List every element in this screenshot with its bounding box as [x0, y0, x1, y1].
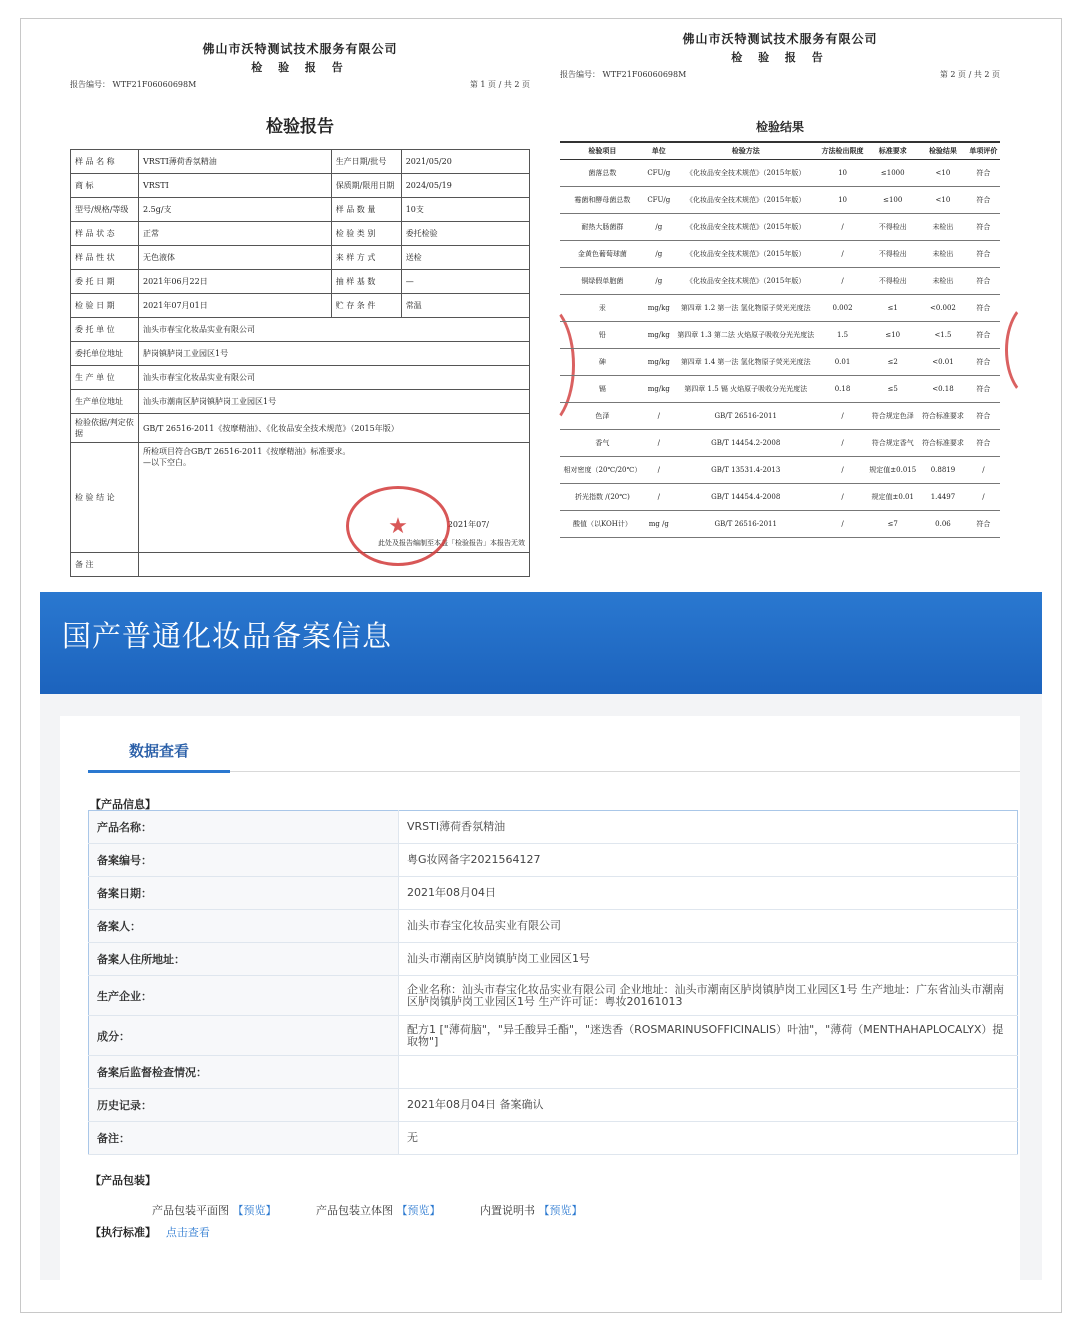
- field-label: 委 托 日 期: [71, 270, 139, 294]
- results-cell: mg /g: [645, 511, 673, 538]
- results-cell: <0.01: [919, 349, 967, 376]
- field-value: VRSTI薄荷香氛精油: [139, 150, 332, 174]
- results-cell: 符合: [967, 349, 1000, 376]
- results-row: [560, 511, 1000, 538]
- results-cell: ≤1000: [866, 160, 919, 187]
- results-row: [560, 484, 1000, 511]
- results-cell: 《化妆品安全技术规范》（2015年版）: [673, 214, 819, 241]
- report-row: [71, 414, 530, 443]
- results-cell: /g: [645, 214, 673, 241]
- results-cell: 符合: [967, 160, 1000, 187]
- report2-subtitle: 检 验 报 告: [731, 51, 829, 64]
- results-cell: 符合: [967, 430, 1000, 457]
- conclusion-label: 检 验 结 论: [71, 443, 139, 553]
- field-label: 保质期/限用日期: [331, 174, 401, 198]
- field-value: 委托检验: [401, 222, 529, 246]
- field-label: 来 样 方 式: [331, 246, 401, 270]
- results-row: [560, 187, 1000, 214]
- results-cell: mg/kg: [645, 376, 673, 403]
- results-cell: 不得检出: [866, 241, 919, 268]
- standard-label: [90, 1224, 210, 1240]
- filing-card: [60, 716, 1020, 1280]
- info-row: [89, 877, 1018, 910]
- info-row: [89, 1089, 1018, 1122]
- results-table: [560, 141, 1000, 538]
- field-value: 2.5g/支: [139, 198, 332, 222]
- report-footnote: 此处及报告编制至本盖「检验报告」本报告无效: [378, 539, 525, 547]
- packaging-item-name: 产品包装平面图: [152, 1204, 229, 1217]
- results-header: 单项评价: [967, 142, 1000, 160]
- field-label: 样 品 状 态: [71, 222, 139, 246]
- report2-number: 报告编号： WTF21F06060698M: [560, 70, 687, 79]
- results-header: 方法检出限度: [819, 142, 867, 160]
- results-cell: 《化妆品安全技术规范》（2015年版）: [673, 241, 819, 268]
- info-value: 粤G妆网备字2021564127: [399, 844, 1018, 877]
- results-cell: 《化妆品安全技术规范》（2015年版）: [673, 268, 819, 295]
- results-cell: 符合: [967, 268, 1000, 295]
- results-cell: 符合: [967, 403, 1000, 430]
- results-row: [560, 214, 1000, 241]
- report-row: [71, 294, 530, 318]
- results-cell: GB/T 14454.2-2008: [673, 430, 819, 457]
- results-row: [560, 376, 1000, 403]
- report-row: [71, 174, 530, 198]
- banner-title: 国产普通化妆品备案信息: [62, 619, 393, 653]
- results-cell: <0.002: [919, 295, 967, 322]
- results-cell: GB/T 14454.4-2008: [673, 484, 819, 511]
- remarks-value: [139, 553, 530, 577]
- results-cell: 第四章 1.5 镉 火焰原子吸收分光光度法: [673, 376, 819, 403]
- report-page-2: [560, 30, 1000, 580]
- results-cell: 酸值（以KOH计）: [560, 511, 645, 538]
- info-label: 备注：: [89, 1122, 399, 1155]
- results-cell: ≤7: [866, 511, 919, 538]
- results-cell: 符合规定香气: [866, 430, 919, 457]
- preview-link[interactable]: 【预览】: [232, 1204, 277, 1217]
- filing-banner: [40, 592, 1042, 694]
- results-cell: 规定值±0.01: [866, 484, 919, 511]
- results-cell: 符合标准要求: [919, 403, 967, 430]
- field-value: 10支: [401, 198, 529, 222]
- results-cell: /: [819, 214, 867, 241]
- results-cell: 铜绿假单胞菌: [560, 268, 645, 295]
- field-value: 2021年07月01日: [139, 294, 332, 318]
- field-value: GB/T 26516-2011《按摩精油》、《化妆品安全技术规范》（2015年版）: [139, 414, 530, 443]
- results-cell: 色泽: [560, 403, 645, 430]
- info-value: 2021年08月04日 备案确认: [399, 1089, 1018, 1122]
- results-cell: 砷: [560, 349, 645, 376]
- report2-page-number: 第 2 页 / 共 2 页: [939, 70, 1000, 79]
- info-value: 汕头市潮南区胪岗镇胪岗工业园区1号: [399, 943, 1018, 976]
- standard-view-link[interactable]: 点击查看: [165, 1226, 210, 1239]
- field-label: 委托单位地址: [71, 342, 139, 366]
- info-value: 配方1 ["薄荷脑"，"异壬酸异壬酯"，"迷迭香（ROSMARINUSOFFICINALIS）叶油"，"薄荷（MENTHAHAPLOCALYX）提取物"]: [399, 1016, 1018, 1056]
- info-label: 历史记录：: [89, 1089, 399, 1122]
- info-value: 2021年08月04日: [399, 877, 1018, 910]
- field-label: 型号/规格/等级: [71, 198, 139, 222]
- results-cell: 符合: [967, 241, 1000, 268]
- results-cell: /g: [645, 268, 673, 295]
- results-cell: ≤5: [866, 376, 919, 403]
- tab-bar: [88, 736, 1020, 772]
- results-cell: <10: [919, 160, 967, 187]
- results-row: [560, 457, 1000, 484]
- conclusion-text: 所检项目符合GB/T 26516-2011《按摩精油》标准要求。: [143, 447, 351, 456]
- results-cell: 符合规定色泽: [866, 403, 919, 430]
- results-cell: CFU/g: [645, 160, 673, 187]
- results-cell: 铅: [560, 322, 645, 349]
- results-cell: GB/T 26516-2011: [673, 511, 819, 538]
- results-row: [560, 241, 1000, 268]
- results-cell: 未检出: [919, 268, 967, 295]
- info-value: VRSTI薄荷香氛精油: [399, 811, 1018, 844]
- report-row: [71, 366, 530, 390]
- results-cell: 折光指数 /(20℃): [560, 484, 645, 511]
- packaging-item-name: 内置说明书: [480, 1204, 535, 1217]
- field-value: 汕头市潮南区胪岗镇胪岗工业园区1号: [139, 390, 530, 414]
- results-cell: 规定值±0.015: [866, 457, 919, 484]
- info-label: 备案后监督检查情况：: [89, 1056, 399, 1089]
- field-value: 2021年06月22日: [139, 270, 332, 294]
- field-value: 无色液体: [139, 246, 332, 270]
- field-value: 汕头市春宝化妆品实业有限公司: [139, 318, 530, 342]
- results-cell: 不得检出: [866, 268, 919, 295]
- results-cell: mg/kg: [645, 322, 673, 349]
- results-cell: 耐热大肠菌群: [560, 214, 645, 241]
- results-row: [560, 322, 1000, 349]
- info-row: [89, 1056, 1018, 1089]
- results-cell: 汞: [560, 295, 645, 322]
- info-row: [89, 1122, 1018, 1155]
- field-value: 胪岗镇胪岗工业园区1号: [139, 342, 530, 366]
- results-cell: ≤10: [866, 322, 919, 349]
- results-cell: 符合: [967, 511, 1000, 538]
- results-cell: /: [819, 241, 867, 268]
- results-cell: 未检出: [919, 214, 967, 241]
- packaging-item-name: 产品包装立体图: [316, 1204, 393, 1217]
- results-cell: GB/T 13531.4-2013: [673, 457, 819, 484]
- packaging-item-manual: [480, 1202, 583, 1218]
- field-value: 汕头市春宝化妆品实业有限公司: [139, 366, 530, 390]
- results-cell: <0.18: [919, 376, 967, 403]
- info-label: 备案人住所地址：: [89, 943, 399, 976]
- remarks-row: [71, 553, 530, 577]
- results-header: 检验项目: [560, 142, 645, 160]
- results-cell: 第四章 1.4 第一法 氢化物原子荧光光度法: [673, 349, 819, 376]
- info-value: 无: [399, 1122, 1018, 1155]
- packaging-label: 【产品包装】: [90, 1174, 156, 1187]
- results-cell: 10: [819, 160, 867, 187]
- results-cell: 镉: [560, 376, 645, 403]
- packaging-item-3d: [316, 1202, 441, 1218]
- results-cell: 1.5: [819, 322, 867, 349]
- tab-data-view[interactable]: 数据查看: [88, 736, 230, 773]
- results-cell: 符合: [967, 322, 1000, 349]
- sign-date: 2021年07/: [447, 520, 489, 529]
- results-cell: 0.06: [919, 511, 967, 538]
- field-value: 送检: [401, 246, 529, 270]
- red-seal-icon: ★: [346, 486, 450, 566]
- results-cell: /: [819, 511, 867, 538]
- field-label: 商 标: [71, 174, 139, 198]
- info-row: [89, 943, 1018, 976]
- results-cell: /: [819, 268, 867, 295]
- filing-panel: [40, 694, 1042, 1280]
- results-cell: /g: [645, 241, 673, 268]
- preview-link[interactable]: 【预览】: [396, 1204, 441, 1217]
- results-cell: /: [819, 484, 867, 511]
- results-cell: /: [645, 457, 673, 484]
- results-cell: /: [819, 403, 867, 430]
- report-row: [71, 246, 530, 270]
- preview-link[interactable]: 【预览】: [538, 1204, 583, 1217]
- report-row: [71, 318, 530, 342]
- results-cell: 菌落总数: [560, 160, 645, 187]
- field-label: 检验依据/判定依据: [71, 414, 139, 443]
- results-row: [560, 430, 1000, 457]
- info-row: [89, 1016, 1018, 1056]
- results-cell: 0.01: [819, 349, 867, 376]
- field-label: 检 验 类 别: [331, 222, 401, 246]
- field-value: —: [401, 270, 529, 294]
- report2-company: 佛山市沃特测试技术服务有限公司: [682, 32, 878, 46]
- info-value: 汕头市春宝化妆品实业有限公司: [399, 910, 1018, 943]
- report-subtitle: 检 验 报 告: [251, 61, 349, 74]
- product-info-label: 【产品信息】: [90, 798, 156, 811]
- report-company: 佛山市沃特测试技术服务有限公司: [202, 42, 398, 56]
- field-value: 2024/05/19: [401, 174, 529, 198]
- report-meta: [70, 79, 530, 90]
- results-cell: mg/kg: [645, 295, 673, 322]
- field-label: 样 品 数 量: [331, 198, 401, 222]
- packaging-item-flat: [152, 1202, 277, 1218]
- field-label: 样 品 名 称: [71, 150, 139, 174]
- results-row: [560, 295, 1000, 322]
- report-page-1: [70, 40, 530, 580]
- results-row: [560, 268, 1000, 295]
- results-cell: /: [819, 430, 867, 457]
- info-value: [399, 1056, 1018, 1089]
- results-cell: /: [967, 457, 1000, 484]
- report-basic-table: [70, 149, 530, 577]
- results-cell: 香气: [560, 430, 645, 457]
- info-label: 备案编号：: [89, 844, 399, 877]
- results-cell: 《化妆品安全技术规范》（2015年版）: [673, 187, 819, 214]
- results-cell: 10: [819, 187, 867, 214]
- results-header: 检验方法: [673, 142, 819, 160]
- results-cell: CFU/g: [645, 187, 673, 214]
- info-label: 成分：: [89, 1016, 399, 1056]
- results-cell: mg/kg: [645, 349, 673, 376]
- report-page-number: 第 1 页 / 共 2 页: [469, 80, 530, 89]
- standard-label-text: 【执行标准】: [90, 1226, 156, 1239]
- info-row: [89, 844, 1018, 877]
- results-cell: 第四章 1.2 第一法 氢化物原子荧光光度法: [673, 295, 819, 322]
- results-cell: 符合: [967, 295, 1000, 322]
- results-cell: GB/T 26516-2011: [673, 403, 819, 430]
- report-row: [71, 150, 530, 174]
- results-cell: 0.002: [819, 295, 867, 322]
- info-row: [89, 976, 1018, 1016]
- info-label: 产品名称：: [89, 811, 399, 844]
- field-label: 生 产 单 位: [71, 366, 139, 390]
- results-cell: /: [967, 484, 1000, 511]
- results-cell: 0.18: [819, 376, 867, 403]
- report-title: 检验报告: [266, 117, 334, 137]
- field-label: 生产单位地址: [71, 390, 139, 414]
- product-info-table: [88, 810, 1018, 1155]
- results-cell: 符合标准要求: [919, 430, 967, 457]
- results-title: 检验结果: [755, 120, 804, 134]
- field-label: 贮 存 条 件: [331, 294, 401, 318]
- results-cell: /: [645, 430, 673, 457]
- results-row: [560, 160, 1000, 187]
- results-cell: <1.5: [919, 322, 967, 349]
- report-row: [71, 342, 530, 366]
- results-cell: /: [819, 457, 867, 484]
- results-cell: ≤1: [866, 295, 919, 322]
- results-cell: 第四章 1.3 第二法 火焰原子吸收分光光度法: [673, 322, 819, 349]
- field-value: 2021/05/20: [401, 150, 529, 174]
- results-cell: 1.4497: [919, 484, 967, 511]
- results-row: [560, 403, 1000, 430]
- report-row: [71, 222, 530, 246]
- report-number: 报告编号： WTF21F06060698M: [70, 80, 197, 89]
- field-value: VRSTI: [139, 174, 332, 198]
- info-row: [89, 910, 1018, 943]
- results-cell: 符合: [967, 376, 1000, 403]
- info-label: 生产企业：: [89, 976, 399, 1016]
- results-cell: 0.8819: [919, 457, 967, 484]
- results-cell: 符合: [967, 187, 1000, 214]
- results-cell: 《化妆品安全技术规范》（2015年版）: [673, 160, 819, 187]
- results-header: 单位: [645, 142, 673, 160]
- results-header: 检验结果: [919, 142, 967, 160]
- conclusion-row: [71, 443, 530, 553]
- results-cell: 相对密度（20℃/20℃）: [560, 457, 645, 484]
- info-label: 备案人：: [89, 910, 399, 943]
- field-label: 检 验 日 期: [71, 294, 139, 318]
- report2-meta: [560, 69, 1000, 80]
- remarks-label: 备 注: [71, 553, 139, 577]
- results-header: 标准要求: [866, 142, 919, 160]
- field-label: 委 托 单 位: [71, 318, 139, 342]
- results-row: [560, 349, 1000, 376]
- results-cell: ≤100: [866, 187, 919, 214]
- report-row: [71, 198, 530, 222]
- info-value: 企业名称：汕头市春宝化妆品实业有限公司 企业地址：汕头市潮南区胪岗镇胪岗工业园区1号 生产地址：广东省汕头市潮南区胪岗镇胪岗工业园区1号 生产许可证：粤妆20161013: [399, 976, 1018, 1016]
- conclusion-tail: —以下空白。: [143, 458, 191, 467]
- results-cell: 符合: [967, 214, 1000, 241]
- report-row: [71, 270, 530, 294]
- results-cell: ≤2: [866, 349, 919, 376]
- info-label: 备案日期：: [89, 877, 399, 910]
- report-row: [71, 390, 530, 414]
- results-cell: 金黄色葡萄球菌: [560, 241, 645, 268]
- results-cell: <10: [919, 187, 967, 214]
- field-value: 正常: [139, 222, 332, 246]
- conclusion-cell: [139, 443, 530, 553]
- results-cell: 霉菌和酵母菌总数: [560, 187, 645, 214]
- field-label: 样 品 性 状: [71, 246, 139, 270]
- field-label: 生产日期/批号: [331, 150, 401, 174]
- results-cell: 未检出: [919, 241, 967, 268]
- results-cell: /: [645, 484, 673, 511]
- field-value: 常温: [401, 294, 529, 318]
- info-row: [89, 811, 1018, 844]
- results-cell: /: [645, 403, 673, 430]
- field-label: 抽 样 基 数: [331, 270, 401, 294]
- results-cell: 不得检出: [866, 214, 919, 241]
- seal-edge-icon-2: [1005, 300, 1065, 400]
